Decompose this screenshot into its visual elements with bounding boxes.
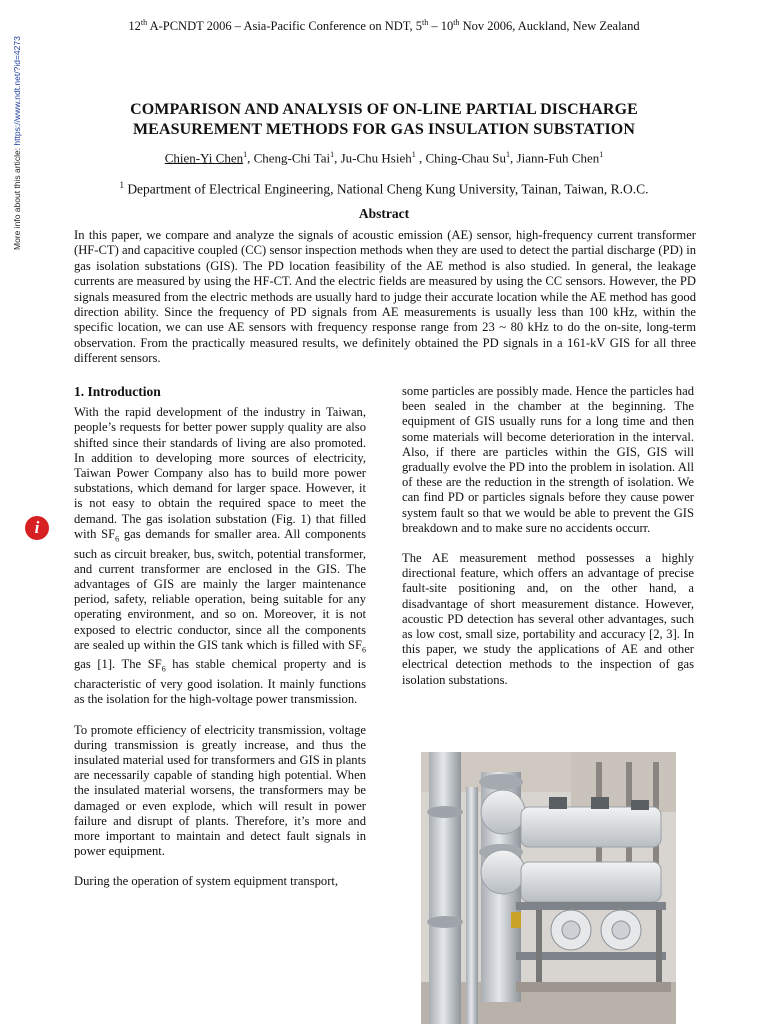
title-line-2: MEASUREMENT METHODS FOR GAS INSULATION SUBSTATION xyxy=(132,121,636,138)
affiliation: $^1$ Department of Electrical Engineering, National Cheng Kung University, Tainan, Taiwan, R.O.C. xyxy=(119,180,649,197)
article-url[interactable]: https://www.ndt.net/?id=4273 xyxy=(12,36,22,146)
left-column xyxy=(74,384,366,905)
abstract-heading: Abstract xyxy=(358,206,410,221)
intro-paragraph-3: During the operation of system equipment transport, xyxy=(74,874,339,889)
right-column xyxy=(402,384,694,703)
conference-header: 12th A-PCNDT 2006 – Asia-Pacific Conference on NDT, 5th – 10th Nov 2006, Auckland, New Zealand xyxy=(128,18,640,34)
author-name: Cheng-Chi Tai xyxy=(253,150,331,166)
author-name: Ju-Chu Hsieh xyxy=(340,150,412,166)
abstract-text: In this paper, we compare and analyze the signals of acoustic emission (AE) sensor, high-frequency current transformer (HF-CT) and capacitive coupled (CC) sensor inspection methods when they are used to detect the partial discharge (PD) in gas isolation substations (GIS). The PD location feasibility of the AE method is also studied. In general, the leakage currents are measured by using the HF-CT. And the electric fields are measured by using the CC sensors. However, the PD signals measured from the electric methods are usually hard to judge their accurate location while the AE method has good direction ability. Since the frequency of PD signals from AE measurements is usually less than 100 kHz, within the specific location, we can use AE sensors with frequency response range from 23 ~ 80 kHz to do the on-site, long-term observation. From the practically measured results, we definitely obtained the PD signals in a 161-kV GIS for all three different sensors. xyxy=(74,228,696,366)
intro-paragraph-2: To promote efficiency of electricity transmission, voltage during transmission is greatly increase, and thus the insulated material used for transformers and GIS in plants are necessarily capable of standing high potential. When the insulated material worsens, the transformers may be damaged or even explode, which will result in power failure and disrupt of plants. Therefore, it’s more and more important to maintain and detect fault signals in power equipment. xyxy=(74,722,366,859)
author-name: Chien-Yi Chen xyxy=(164,150,244,166)
title-line-1: COMPARISON AND ANALYSIS OF ON-LINE PARTIAL DISCHARGE xyxy=(130,101,638,118)
author-name: Ching-Chau Su xyxy=(425,150,507,166)
article-info-link[interactable]: More info about this article: https://www.ndt.net/?id=4273 xyxy=(12,36,22,250)
paper-title xyxy=(60,100,708,140)
info-icon[interactable]: i xyxy=(25,516,49,540)
right-paragraph-2: The AE measurement method possesses a highly directional feature, which offers an advantage of precise fault-site positioning and, on the other hand, a disadvantage of short measurement distance. However, acoustic PD detection has several other advantages, such as low cost, small size, portability and accuracy [2, 3]. In this paper, we study the applications of AE and other electrical detection methods to the inspection of gas isolation substations. xyxy=(402,551,694,687)
author-name: Jiann-Fuh Chen xyxy=(516,150,600,166)
gis-photo-figure xyxy=(421,752,676,1024)
gis-equipment-illustration xyxy=(421,752,676,1024)
author-list: Chien-Yi Chen$^1$, Cheng-Chi Tai$^1$, Ju-Chu Hsieh$^1$ , Ching-Chau Su$^1$, Jiann-Fuh Chen$^1$ xyxy=(164,150,604,166)
right-paragraph-1: some particles are possibly made. Hence the particles had been sealed in the chamber at the beginning. The equipment of GIS usually runs for a long time and then some materials will become deterioration in the interval. Also, if there are particles within the GIS, GIS will gradually evolve the PD into the problem in isolation. All of these are the reduction in the strength of isolation. We can find PD or particles signals before they cause power system fault so that we would be able to prevent the GIS breakdown and to make sure no accidents occurr. xyxy=(402,384,694,535)
section-heading: 1. Introduction xyxy=(74,384,161,399)
intro-paragraph-1: With the rapid development of the industry in Taiwan, people’s requests for better power supply quality are also shifted since their standards of living are also promoted. In addition to developing more sources of electricity, Taiwan Power Company also has to build more power substations, which demand for larger space. However, it is not easy to obtain the required space to meet the demand. The gas isolation substation (Fig. 1) that filled with $SF_6$ gas demands for smaller area. All components such as circuit breaker, bus, switch, potential transformer, and current transformer are enclosed in the GIS. The advantages of GIS are mainly the larger maintenance period, safety, reliable operation, being suitable for any operating environment, and so on. Moreover, it is not exposed to electric conductor, since all the components are sealed up within the GIS tank which is filled with $SF_6$ gas [1]. The $SF_6$ has stable chemical property and is characteristic of very good isolation. It mainly functions as the isolation for the high-voltage power transmission. xyxy=(74,405,366,707)
